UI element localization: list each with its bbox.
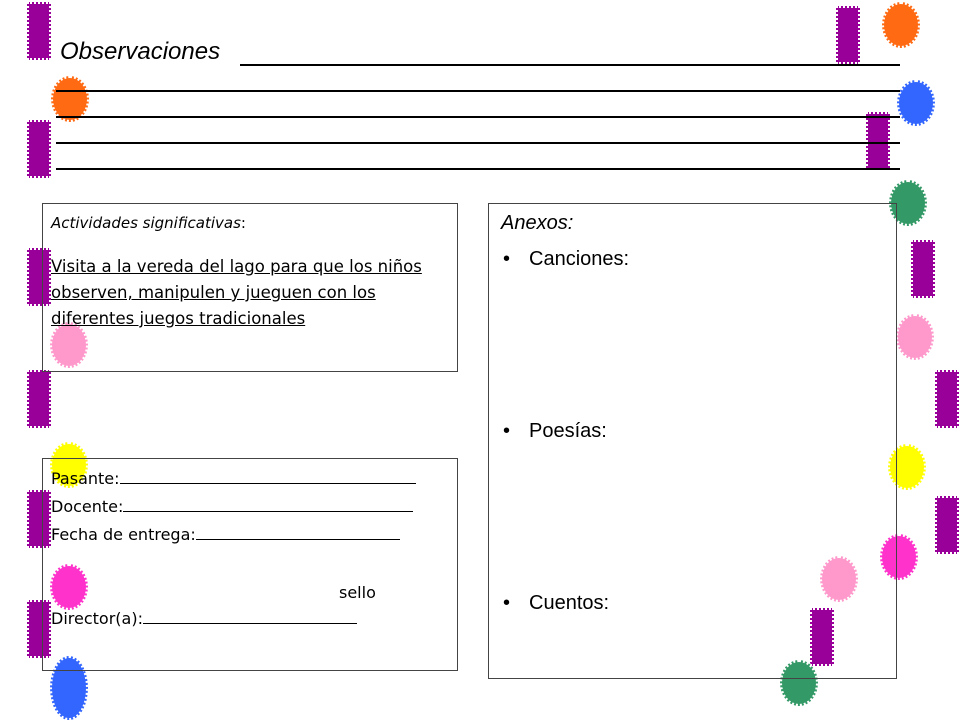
anexos-item-label: Poesías: [529, 420, 607, 442]
actividades-title [51, 214, 246, 232]
observaciones-line [56, 90, 900, 92]
observaciones-title-line [240, 64, 900, 66]
fecha-label: Fecha de entrega: [51, 525, 196, 544]
orange-oval-deco [882, 2, 920, 48]
purple-rect-deco [935, 370, 959, 428]
anexos-item-poesias [503, 420, 607, 443]
actividades-title-colon: : [240, 214, 246, 232]
anexos-item-cuentos [503, 592, 609, 615]
fecha-line [51, 525, 400, 544]
anexos-item-label: Canciones: [529, 248, 630, 270]
anexos-box [488, 203, 897, 679]
purple-rect-deco [935, 496, 959, 554]
firmas-box [42, 458, 458, 671]
blue-oval-deco [897, 80, 935, 126]
purple-rect-deco [866, 112, 890, 170]
bullet-icon: • [503, 248, 511, 270]
bullet-icon: • [503, 420, 511, 442]
purple-rect-deco [911, 240, 935, 298]
bullet-icon: • [503, 592, 511, 614]
anexos-item-label: Cuentos: [529, 592, 610, 614]
fecha-blank [196, 525, 400, 540]
observaciones-title: Observaciones [60, 38, 221, 65]
pasante-blank [120, 469, 416, 484]
director-blank [143, 609, 357, 624]
director-label: Director(a): [51, 609, 143, 628]
actividades-box [42, 203, 458, 372]
director-line [51, 609, 357, 628]
observaciones-line [56, 168, 900, 170]
pasante-label: Pasante: [51, 469, 120, 488]
purple-rect-deco [836, 6, 860, 64]
pasante-line [51, 469, 416, 488]
purple-rect-deco [27, 120, 51, 178]
sello-text: sello [339, 583, 376, 602]
observaciones-line [56, 142, 900, 144]
docente-blank [123, 497, 413, 512]
anexos-item-canciones [503, 248, 629, 271]
pink-oval-deco [896, 314, 934, 360]
observaciones-line [56, 116, 900, 118]
docente-line [51, 497, 413, 516]
actividades-title-text: Actividades significativas [51, 214, 241, 232]
docente-label: Docente: [51, 497, 124, 516]
actividades-text: Visita a la vereda del lago para que los niños observen, manipulen y jueguen con los diferentes juegos tradicionales [51, 257, 422, 328]
purple-rect-deco [27, 370, 51, 428]
purple-rect-deco [27, 2, 51, 60]
anexos-title: Anexos: [501, 212, 574, 234]
